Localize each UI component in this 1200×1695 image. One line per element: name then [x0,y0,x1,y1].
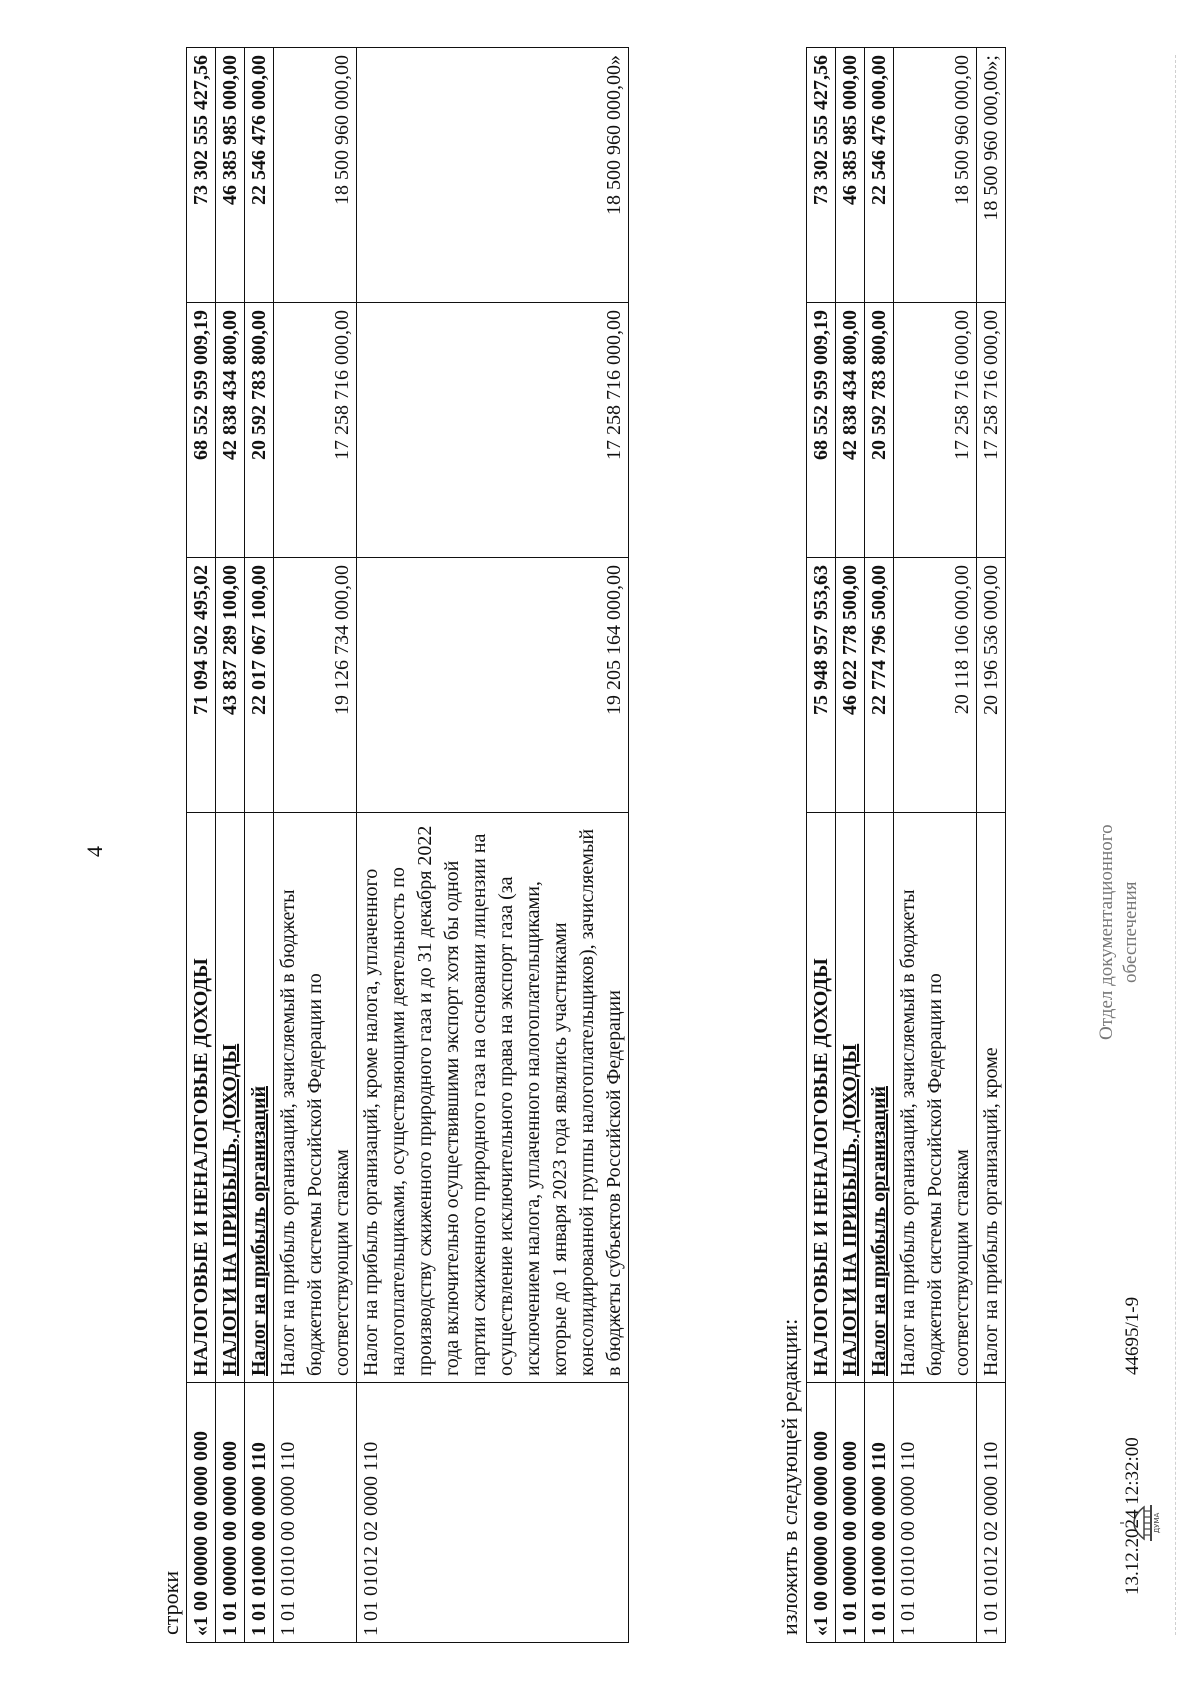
row-name: Налог на прибыль организаций, кроме налога, уплаченного налогоплательщиками, осуществляющими деятельность по производству сжиженного природного газа и до 31 декабря 2022 года включительно осуществившими экспорт хотя бы одной партии сжиженного природного газа на основании лицензии на осуществление исключительного права на экспорт газа (за исключением налога, уплаченного налогоплательщиками, которые до 1 января 2023 года являлись участниками консолидированной группы налогоплательщиков), зачисляемый в бюджеты субъектов Российской Федерации [357,813,629,1383]
row-value-1: 75 948 957 953,63 [807,558,836,813]
table-row [357,48,629,1643]
row-code: 1 01 01012 02 0000 110 [977,1383,1006,1643]
table-row [216,48,245,1643]
row-name: Налог на прибыль организаций [865,813,894,1383]
row-value-2: 17 258 716 000,00 [977,303,1006,558]
footer-doc-number: 44695/1-9 [1122,1296,1143,1375]
row-name: Налог на прибыль организаций, зачисляемый в бюджеты бюджетной системы Российской Федерации по соответствующим ставкам [274,813,357,1383]
row-value-1: 20 118 106 000,00 [894,558,977,813]
row-value-1: 19 126 734 000,00 [274,558,357,813]
row-code: 1 01 01012 02 0000 110 [357,1383,629,1643]
row-value-3: 73 302 555 427,56 [187,48,216,303]
row-value-1: 19 205 164 000,00 [357,558,629,813]
table-row [245,48,274,1643]
row-value-2: 20 592 783 800,00 [865,303,894,558]
row-value-2: 42 838 434 800,00 [836,303,865,558]
registration-stamp [1095,824,1143,1040]
row-name: НАЛОГИ НА ПРИБЫЛЬ, ДОХОДЫ [836,813,865,1383]
row-code: «1 00 00000 00 0000 000 [807,1383,836,1643]
table-row [865,48,894,1643]
row-value-3: 22 546 476 000,00 [245,48,274,303]
scan-margin-line [1175,55,1176,1635]
table-original-values [186,47,629,1643]
row-value-2: 68 552 959 009,19 [807,303,836,558]
row-value-2: 17 258 716 000,00 [357,303,629,558]
row-code: 1 01 01000 00 0000 110 [865,1383,894,1643]
row-value-1: 43 837 289 100,00 [216,558,245,813]
row-code: 1 01 01000 00 0000 110 [245,1383,274,1643]
caption-lines: строки [158,1570,183,1635]
row-value-2: 20 592 783 800,00 [245,303,274,558]
row-value-2: 17 258 716 000,00 [894,303,977,558]
row-value-2: 42 838 434 800,00 [216,303,245,558]
row-value-1: 22 017 067 100,00 [245,558,274,813]
row-value-3: 18 500 960 000,00 [894,48,977,303]
row-name: Налог на прибыль организаций, зачисляемый в бюджеты бюджетной системы Российской Федерации по соответствующим ставкам [894,813,977,1383]
row-value-3: 22 546 476 000,00 [865,48,894,303]
table-new-values [806,47,1006,1643]
row-value-1: 71 094 502 495,02 [187,558,216,813]
row-value-2: 17 258 716 000,00 [274,303,357,558]
row-value-3: 18 500 960 000,00 [274,48,357,303]
table-row [894,48,977,1643]
page-number: 4 [82,846,107,857]
row-value-3: 18 500 960 000,00» [357,48,629,303]
row-code: 1 01 00000 00 0000 000 [216,1383,245,1643]
row-value-3: 73 302 555 427,56 [807,48,836,303]
footer-datetime: 13.12.2024 12:32:00 [1122,1437,1143,1595]
stamp-line-2: обеспечения [1120,881,1141,983]
row-value-3: 46 385 985 000,00 [836,48,865,303]
table-row [836,48,865,1643]
row-name: НАЛОГОВЫЕ И НЕНАЛОГОВЫЕ ДОХОДЫ [807,813,836,1383]
row-code: 1 01 00000 00 0000 000 [836,1383,865,1643]
caption-new-edition: изложить в следующей редакции: [777,1318,802,1635]
row-name: Налог на прибыль организаций, кроме [977,813,1006,1383]
row-code: 1 01 01010 00 0000 110 [274,1383,357,1643]
row-code: «1 00 00000 00 0000 000 [187,1383,216,1643]
svg-text:ДУМА: ДУМА [1153,1512,1161,1534]
row-value-3: 46 385 985 000,00 [216,48,245,303]
row-name: Налог на прибыль организаций [245,813,274,1383]
table-row [807,48,836,1643]
row-code: 1 01 01010 00 0000 110 [894,1383,977,1643]
row-value-2: 68 552 959 009,19 [187,303,216,558]
table-row [977,48,1006,1643]
row-value-1: 46 022 778 500,00 [836,558,865,813]
row-value-3: 18 500 960 000,00»; [977,48,1006,303]
row-name: НАЛОГОВЫЕ И НЕНАЛОГОВЫЕ ДОХОДЫ [187,813,216,1383]
row-value-1: 22 774 796 500,00 [865,558,894,813]
stamp-line-1: Отдел документационного [1096,824,1117,1040]
row-name: НАЛОГИ НА ПРИБЫЛЬ, ДОХОДЫ [216,813,245,1383]
table-row [187,48,216,1643]
table-row [274,48,357,1643]
row-value-1: 20 196 536 000,00 [977,558,1006,813]
